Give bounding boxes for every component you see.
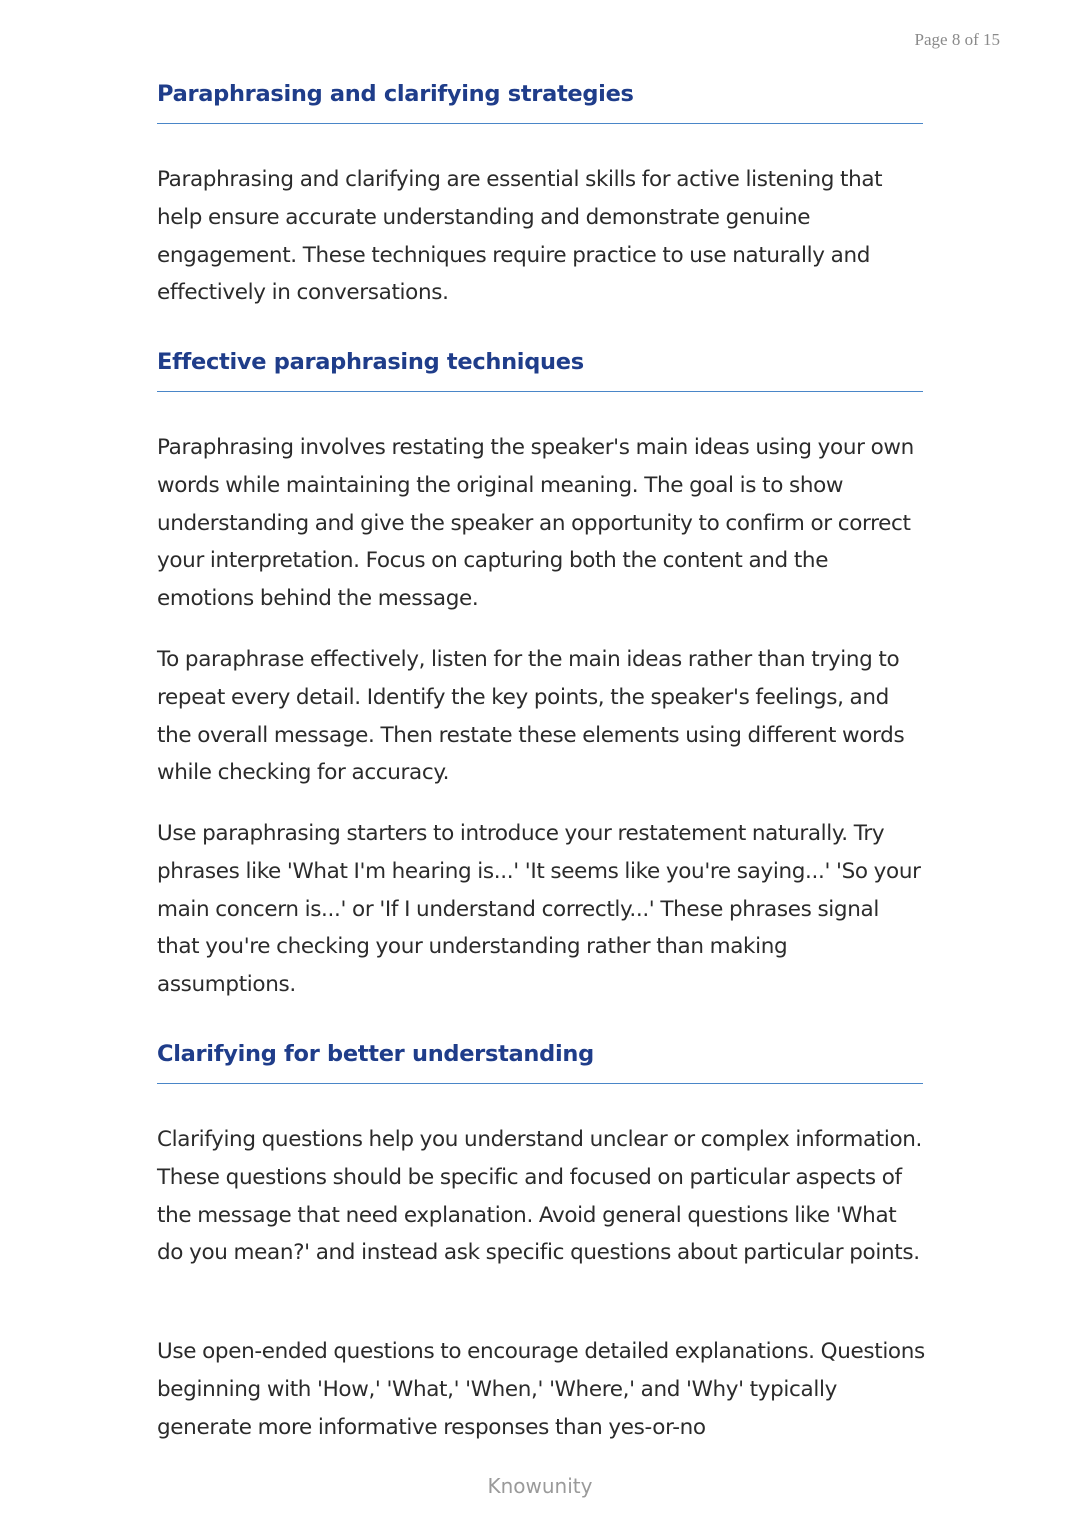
paragraph: Clarifying questions help you understand unclear or complex information. These questions should be specific and focused on particular aspects of the message that need explanation. Avoid general questions like 'What do you mean?' and instead ask specific questions about particular points.: [157, 1127, 923, 1266]
section-divider: [157, 123, 923, 124]
section-divider: [157, 391, 923, 392]
paragraph: Paraphrasing involves restating the speaker's main ideas using your own words while maintaining the original meaning. The goal is to show understanding and give the speaker an opportunity to confirm or correct your interpretation. Focus on capturing both the content and the emotions behind the message.: [157, 435, 914, 612]
section-divider: [157, 1083, 923, 1084]
paragraph: To paraphrase effectively, listen for the main ideas rather than trying to repeat every detail. Identify the key points, the speaker's feelings, and the overall message. Then restate these elements using different words while checking for accuracy.: [157, 647, 905, 786]
section-heading-effective-paraphrasing: Effective paraphrasing techniques: [157, 349, 584, 375]
section-heading-clarifying: Clarifying for better understanding: [157, 1041, 594, 1067]
footer-brand-watermark: Knowunity: [487, 1474, 593, 1498]
section-heading-paraphrasing-clarifying: Paraphrasing and clarifying strategies: [157, 81, 634, 107]
page-number: Page 8 of 15: [914, 30, 1000, 49]
paragraph: Use paraphrasing starters to introduce your restatement naturally. Try phrases like 'What I'm hearing is...' 'It seems like you're saying...' 'So your main concern is...' or 'If I understand correctly...' These phrases signal that you're checking your understanding rather than making assumptions.: [157, 821, 921, 998]
paragraph: Use open-ended questions to encourage detailed explanations. Questions beginning with 'How,' 'What,' 'When,' 'Where,' and 'Why' typically generate more informative responses than yes-or-no: [157, 1339, 925, 1440]
paragraph: Paraphrasing and clarifying are essential skills for active listening that help ensure accurate understanding and demonstrate genuine engagement. These techniques require practice to use naturally and effectively in conversations.: [157, 167, 883, 306]
